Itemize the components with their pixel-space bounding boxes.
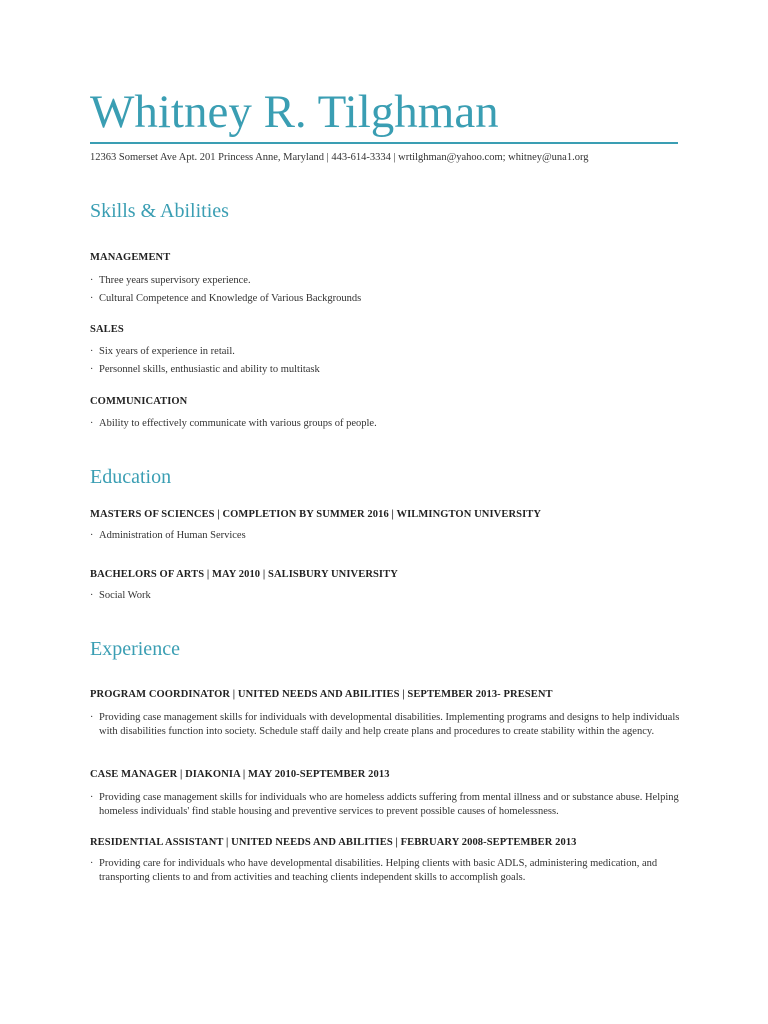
bullet-icon: · [90,418,94,429]
bullet-text: Three years supervisory experience. [99,275,251,286]
bullet-icon: · [90,275,94,286]
contact-line: 12363 Somerset Ave Apt. 201 Princess Anne, Maryland | 443-614-3334 | wrtilghman@yahoo.com; whitney@una1.org [90,152,589,163]
bullet-icon: · [90,858,94,869]
bullet-item [90,292,684,306]
bullet-item [90,711,684,738]
bullet-item [90,589,684,603]
subheading-management: MANAGEMENT [90,252,171,263]
subheading-masters: MASTERS OF SCIENCES | COMPLETION BY SUMMER 2016 | WILMINGTON UNIVERSITY [90,509,542,520]
bullet-text: Social Work [99,590,151,601]
subheading-case-manager: CASE MANAGER | DIAKONIA | MAY 2010-SEPTEMBER 2013 [90,769,390,780]
section-title-experience: Experience [90,638,180,660]
bullet-icon: · [90,530,94,541]
subheading-communication: COMMUNICATION [90,396,188,407]
section-title-education: Education [90,466,172,488]
bullet-text: Six years of experience in retail. [99,346,235,357]
bullet-item [90,857,684,884]
subheading-program-coordinator: PROGRAM COORDINATOR | UNITED NEEDS AND ABILITIES | SEPTEMBER 2013- PRESENT [90,689,553,700]
subheading-bachelors: BACHELORS OF ARTS | MAY 2010 | SALISBURY UNIVERSITY [90,569,398,580]
bullet-text: Providing case management skills for individuals who are homeless addicts suffering from mental illness and or substance abuse. Helping homeless individuals' find stable housing and preventive services to prevent possible causes of homelessness. [99,792,679,817]
bullet-item [90,363,684,377]
bullet-icon: · [90,712,94,723]
subheading-sales: SALES [90,324,124,335]
bullet-icon: · [90,293,94,304]
subheading-residential-assistant: RESIDENTIAL ASSISTANT | UNITED NEEDS AND ABILITIES | FEBRUARY 2008-SEPTEMBER 2013 [90,837,577,848]
bullet-text: Ability to effectively communicate with various groups of people. [99,418,377,429]
bullet-text: Providing case management skills for individuals with developmental disabilities. Implementing programs and designs to help individuals with disabilities function into society. Schedule staff daily and help create plans and procedures to create stability within the agency. [99,712,680,737]
bullet-item [90,345,684,359]
bullet-item [90,274,684,288]
resume-name: Whitney R. Tilghman [90,86,499,138]
bullet-icon: · [90,590,94,601]
bullet-item [90,791,684,818]
bullet-text: Cultural Competence and Knowledge of Various Backgrounds [99,293,362,304]
bullet-icon: · [90,364,94,375]
bullet-icon: · [90,792,94,803]
bullet-text: Providing care for individuals who have developmental disabilities. Helping clients with basic ADLS, administering medication, and transporting clients to and from activities and teaching clients independent skills to accomplish goals. [99,858,658,883]
bullet-item [90,529,684,543]
bullet-text: Administration of Human Services [99,530,246,541]
header-divider [90,142,678,144]
bullet-item [90,417,684,431]
bullet-icon: · [90,346,94,357]
section-title-skills: Skills & Abilities [90,200,229,222]
bullet-text: Personnel skills, enthusiastic and ability to multitask [99,364,320,375]
